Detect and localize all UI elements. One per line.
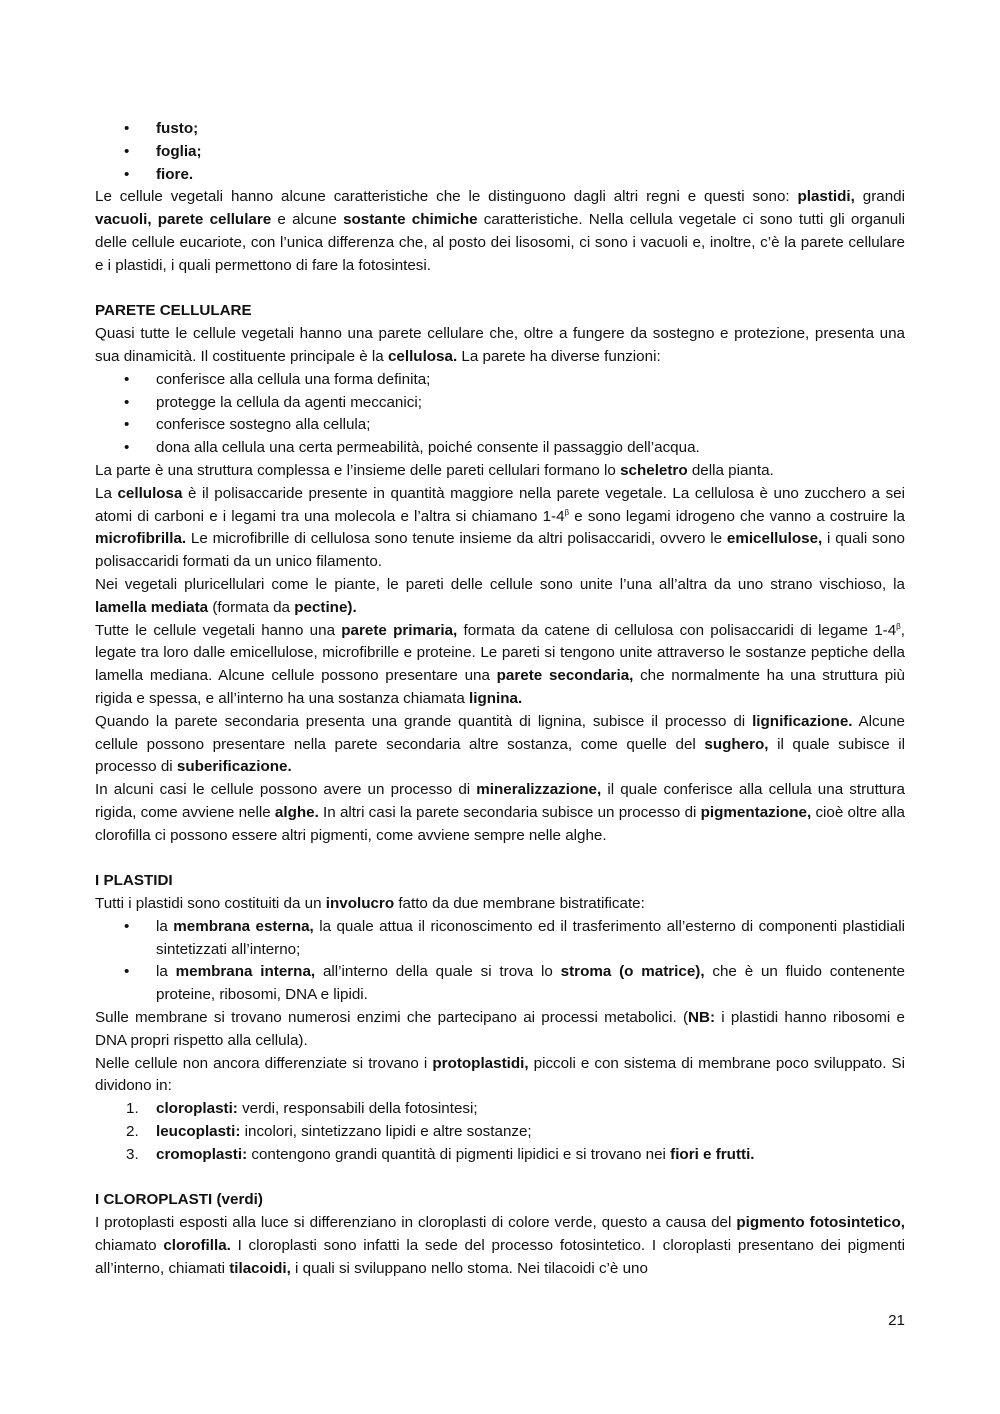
intro-paragraph: Le cellule vegetali hanno alcune caratteristiche che le distinguono dagli altri regni e questi sono: plastidi, grandi vacuoli, parete cellulare e alcune sostante chimiche caratteristiche. Nella cellula vegetale ci sono tutti gli organuli delle cellule eucariote, con l’unica differenza che, al posto dei lisosomi, ci sono i vacuoli e, inoltre, c’è la parete cellulare e i plastidi, i quali permettono di fare la fotosintesi. (95, 188, 905, 274)
bullet-icon: • (124, 963, 130, 981)
list-item: • fusto; (95, 118, 905, 141)
paragraph: In alcuni casi le cellule possono avere un processo di mineralizzazione, il quale conferisce alla cellula una struttura rigida, come avviene nelle alghe. In altri casi la parete secondaria subisce un processo di pigmentazione, cioè oltre alla clorofilla ci possono essere altri pigmenti, come avviene sempre nelle alghe. (95, 781, 905, 844)
organ-list (95, 118, 905, 186)
paragraph: Tutti i plastidi sono costituiti da un involucro fatto da due membrane bistratificate: (95, 895, 645, 913)
list-item: • fiore. (95, 164, 905, 187)
bullet-icon: • (124, 917, 130, 935)
spacer (95, 1167, 905, 1190)
section-heading-parete: PARETE CELLULARE (95, 302, 252, 320)
spacer (95, 278, 905, 301)
list-item: • foglia; (95, 141, 905, 164)
paragraph: La parte è una struttura complessa e l’insieme delle pareti cellulari formano lo scheletro della pianta. (95, 461, 774, 479)
paragraph: Sulle membrane si trovano numerosi enzimi che partecipano ai processi metabolici. (NB: i plastidi hanno ribosomi e DNA propri rispetto alla cellula). (95, 1009, 905, 1049)
membrane-list (95, 916, 905, 1007)
bullet-icon: • (124, 370, 130, 388)
bullet-icon: • (124, 393, 130, 411)
paragraph: I protoplasti esposti alla luce si differenziano in cloroplasti di colore verde, questo a causa del pigmento fotosintetico, chiamato clorofilla. I cloroplasti sono infatti la sede del processo fotosintetico. I cloroplasti presentano dei pigmenti all’interno, chiamati tilacoidi, i quali si sviluppano nello stoma. Nei tilacoidi c’è uno (95, 1214, 905, 1277)
bullet-icon: • (124, 439, 130, 457)
plastid-type-list (95, 1098, 905, 1166)
spacer (95, 848, 905, 871)
bullet-icon: • (124, 165, 130, 183)
paragraph: Quando la parete secondaria presenta una grande quantità di lignina, subisce il processo di lignificazione. Alcune cellule possono presentare nella parete secondaria altre sostanza, come quelle del sughero, il quale subisce il processo di suberificazione. (95, 712, 905, 776)
list-item: • la membrana esterna, la quale attua il riconoscimento ed il trasferimento all’esterno di componenti plastidiali sintetizzati all’interno; (124, 917, 905, 958)
bullet-icon: • (124, 142, 130, 160)
paragraph: Nei vegetali pluricellulari come le piante, le pareti delle cellule sono unite l’una all’altra da uno strano vischioso, la lamella mediata (formata da pectine). (95, 575, 905, 616)
paragraph: Nelle cellule non ancora differenziate si trovano i protoplastidi, piccoli e con sistema di membrane poco sviluppato. Si dividono in: (95, 1054, 905, 1095)
list-item: • dona alla cellula una certa permeabilità, poiché consente il passaggio dell’acqua. (95, 437, 905, 460)
list-item: • conferisce sostegno alla cellula; (95, 414, 905, 437)
section-heading-plastidi: I PLASTIDI (95, 872, 173, 890)
section-heading-cloroplasti: I CLOROPLASTI (verdi) (95, 1191, 263, 1209)
paragraph: Quasi tutte le cellule vegetali hanno una parete cellulare che, oltre a fungere da sostegno e protezione, presenta una sua dinamicità. Il costituente principale è la cellulosa. La parete ha diverse funzioni: (95, 325, 905, 365)
list-item: • conferisce alla cellula una forma definita; (95, 369, 905, 392)
bullet-icon: • (124, 416, 130, 434)
function-list (95, 369, 905, 460)
list-item: 1. cloroplasti: verdi, responsabili della fotosintesi; (126, 1100, 478, 1118)
list-item: • protegge la cellula da agenti meccanici; (95, 392, 905, 415)
paragraph: La cellulosa è il polisaccaride presente in quantità maggiore nella parete vegetale. La cellulosa è uno zucchero a sei atomi di carboni e i legami tra una molecola e l’altra si chiamano $1-4^\beta$ e sono legami idrogeno che vanno a costruire la microfibrilla. Le microfibrille di cellulosa sono tenute insieme da altri polisaccaridi, ovvero le emicellulose, i quali sono polisaccaridi formati da un unico filamento. (95, 484, 905, 571)
list-item: 3. cromoplasti: contengono grandi quantità di pigmenti lipidici e si trovano nei fiori e frutti. (126, 1145, 755, 1163)
list-item: • la membrana interna, all’interno della quale si trova lo stroma (o matrice), che è un fluido contenente proteine, ribosomi, DNA e lipidi. (124, 963, 905, 1004)
page-number: 21 (888, 1312, 905, 1329)
document-page (95, 118, 905, 1281)
bullet-icon: • (124, 120, 130, 137)
list-item: 2. leucoplasti: incolori, sintetizzano lipidi e altre sostanze; (126, 1123, 532, 1141)
paragraph: Tutte le cellule vegetali hanno una parete primaria, formata da catene di cellulosa con polisaccaridi di legame $1-4^\beta$, legate tra loro dalle emicellulose, microfibrille e proteine. Le pareti si tengono unite attraverso le sostanze peptiche della lamella mediana. Alcune cellule possono presentare una parete secondaria, che normalmente ha una struttura più rigida e spessa, e all’interno ha una sostanza chiamata lignina. (95, 621, 905, 707)
